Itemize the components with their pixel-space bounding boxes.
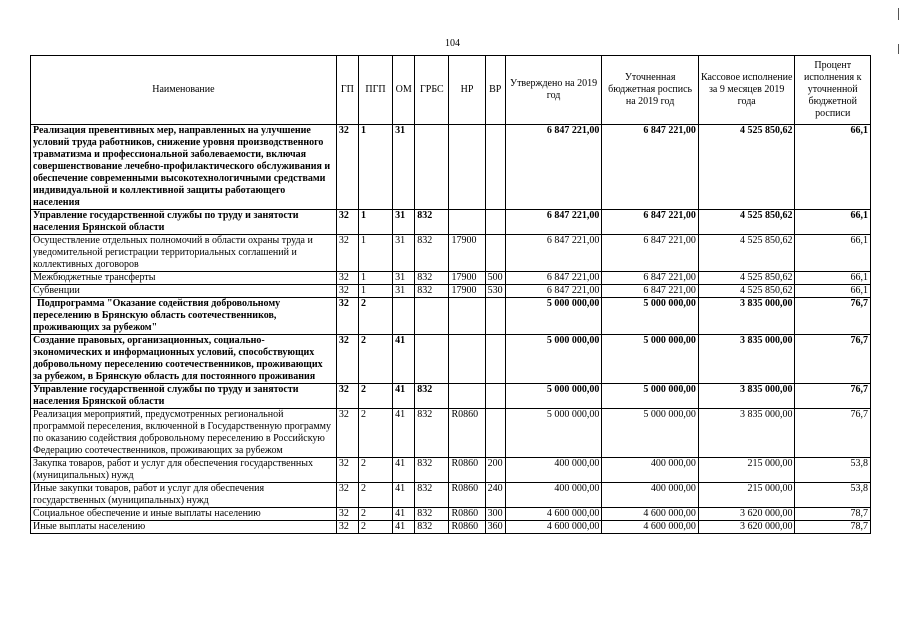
row-revised: 6 847 221,00 [602,235,699,272]
row-grbs: 832 [415,483,449,508]
row-percent: 66,1 [795,210,871,235]
row-name: Реализация превентивных мер, направленных на улучшение условий труда работников, снижение уровня производственного травматизма и профессиональной заболеваемости, включая совершенствование лечебно-профилактического обслуживания и обеспечение современными высокотехнологичными средствами индивидуальной и коллективной защиты работающего населения [31,125,337,210]
row-revised: 6 847 221,00 [602,272,699,285]
row-cash: 4 525 850,62 [698,285,795,298]
row-np [449,298,485,335]
row-vr: 530 [485,285,505,298]
row-approved: 6 847 221,00 [505,235,602,272]
row-grbs: 832 [415,508,449,521]
row-np: R0860 [449,458,485,483]
row-name: Реализация мероприятий, предусмотренных региональной программой переселения, включенной в Государственную программу по оказанию содействия добровольному переселению в Российскую Федерацию соотечественников, проживающих за рубежом [31,409,337,458]
row-np: R0860 [449,483,485,508]
row-cash: 3 620 000,00 [698,508,795,521]
row-gp: 32 [336,409,358,458]
budget-table [30,55,871,534]
row-cash: 3 835 000,00 [698,335,795,384]
row-vr [485,125,505,210]
row-np: R0860 [449,521,485,534]
table-row [31,125,871,210]
row-percent: 78,7 [795,508,871,521]
row-vr: 360 [485,521,505,534]
row-cash: 3 835 000,00 [698,298,795,335]
row-np: 17900 [449,235,485,272]
scan-edge-mark [898,8,899,20]
header-pgp: ПГП [358,56,392,125]
row-pgp: 2 [358,458,392,483]
row-revised: 5 000 000,00 [602,409,699,458]
row-name: Закупка товаров, работ и услуг для обеспечения государственных (муниципальных) нужд [31,458,337,483]
row-name: Подпрограмма "Оказание содействия добровольному переселению в Брянскую область соотечественников, проживающих за рубежом" [31,298,337,335]
row-gp: 32 [336,521,358,534]
row-approved: 6 847 221,00 [505,125,602,210]
row-revised: 4 600 000,00 [602,521,699,534]
row-np: R0860 [449,508,485,521]
row-np: 17900 [449,285,485,298]
row-pgp: 1 [358,272,392,285]
row-grbs: 832 [415,272,449,285]
row-cash: 4 525 850,62 [698,125,795,210]
row-np [449,210,485,235]
row-np [449,384,485,409]
table-row [31,521,871,534]
row-vr [485,235,505,272]
row-om: 41 [393,521,415,534]
row-vr [485,384,505,409]
row-pgp: 1 [358,210,392,235]
row-vr [485,298,505,335]
row-name: Иные выплаты населению [31,521,337,534]
table-row [31,298,871,335]
row-percent: 53,8 [795,483,871,508]
row-cash: 4 525 850,62 [698,272,795,285]
row-approved: 5 000 000,00 [505,335,602,384]
header-grbs: ГРБС [415,56,449,125]
header-np: НР [449,56,485,125]
row-cash: 3 835 000,00 [698,409,795,458]
row-cash: 4 525 850,62 [698,235,795,272]
row-revised: 5 000 000,00 [602,298,699,335]
page-number: 104 [445,38,460,49]
row-gp: 32 [336,335,358,384]
row-grbs: 832 [415,384,449,409]
table-row [31,335,871,384]
row-pgp: 2 [358,298,392,335]
row-revised: 5 000 000,00 [602,335,699,384]
header-name: Наименование [31,56,337,125]
row-approved: 5 000 000,00 [505,409,602,458]
row-approved: 400 000,00 [505,483,602,508]
row-cash: 215 000,00 [698,483,795,508]
row-np: R0860 [449,409,485,458]
row-revised: 6 847 221,00 [602,125,699,210]
table-row [31,458,871,483]
table-header [31,56,871,125]
row-np [449,335,485,384]
row-name: Управление государственной службы по труду и занятости населения Брянской области [31,210,337,235]
row-pgp: 2 [358,521,392,534]
row-om [393,298,415,335]
table-row [31,272,871,285]
row-gp: 32 [336,272,358,285]
row-revised: 400 000,00 [602,458,699,483]
row-om: 41 [393,483,415,508]
row-gp: 32 [336,458,358,483]
header-percent: Процент исполнения к уточненной бюджетной росписи [795,56,871,125]
row-om: 31 [393,210,415,235]
row-vr [485,335,505,384]
row-percent: 78,7 [795,521,871,534]
row-approved: 6 847 221,00 [505,272,602,285]
header-revised: Уточненная бюджетная роспись на 2019 год [602,56,699,125]
row-grbs [415,298,449,335]
row-om: 41 [393,384,415,409]
row-revised: 4 600 000,00 [602,508,699,521]
row-revised: 5 000 000,00 [602,384,699,409]
row-name: Создание правовых, организационных, социально-экономических и информационных условий, способствующих добровольному переселению соотечественников, проживающих за рубежом, в Брянскую область для постоянного проживания [31,335,337,384]
row-gp: 32 [336,235,358,272]
row-om: 41 [393,508,415,521]
row-np: 17900 [449,272,485,285]
row-grbs: 832 [415,285,449,298]
row-percent: 66,1 [795,125,871,210]
row-vr: 200 [485,458,505,483]
header-approved: Утверждено на 2019 год [505,56,602,125]
row-percent: 53,8 [795,458,871,483]
row-vr: 500 [485,272,505,285]
table-row [31,384,871,409]
row-pgp: 2 [358,508,392,521]
scan-edge-mark [898,44,899,54]
row-revised: 400 000,00 [602,483,699,508]
header-vr: ВР [485,56,505,125]
row-om: 41 [393,409,415,458]
row-percent: 66,1 [795,285,871,298]
row-pgp: 1 [358,235,392,272]
row-gp: 32 [336,125,358,210]
row-om: 41 [393,458,415,483]
row-percent: 76,7 [795,335,871,384]
row-percent: 76,7 [795,298,871,335]
row-pgp: 2 [358,409,392,458]
row-name: Субвенции [31,285,337,298]
table-row [31,235,871,272]
row-pgp: 2 [358,384,392,409]
row-grbs: 832 [415,235,449,272]
row-cash: 3 835 000,00 [698,384,795,409]
row-percent: 66,1 [795,235,871,272]
row-om: 31 [393,235,415,272]
row-grbs: 832 [415,210,449,235]
row-grbs: 832 [415,458,449,483]
row-grbs [415,125,449,210]
row-gp: 32 [336,384,358,409]
row-gp: 32 [336,298,358,335]
row-vr [485,409,505,458]
row-om: 41 [393,335,415,384]
header-cash: Кассовое исполнение за 9 месяцев 2019 года [698,56,795,125]
row-vr [485,210,505,235]
table-row [31,285,871,298]
row-cash: 215 000,00 [698,458,795,483]
row-approved: 5 000 000,00 [505,384,602,409]
row-om: 31 [393,272,415,285]
table-row [31,483,871,508]
row-approved: 4 600 000,00 [505,508,602,521]
row-name: Социальное обеспечение и иные выплаты населению [31,508,337,521]
row-vr: 300 [485,508,505,521]
table-row [31,508,871,521]
row-vr: 240 [485,483,505,508]
row-name: Управление государственной службы по труду и занятости населения Брянской области [31,384,337,409]
row-gp: 32 [336,210,358,235]
row-name: Межбюджетные трансферты [31,272,337,285]
row-name: Осуществление отдельных полномочий в области охраны труда и уведомительной регистрации территориальных соглашений и коллективных договоров [31,235,337,272]
row-percent: 76,7 [795,409,871,458]
header-om: ОМ [393,56,415,125]
row-om: 31 [393,125,415,210]
row-percent: 76,7 [795,384,871,409]
row-approved: 400 000,00 [505,458,602,483]
row-grbs [415,335,449,384]
row-pgp: 2 [358,483,392,508]
row-gp: 32 [336,285,358,298]
row-approved: 5 000 000,00 [505,298,602,335]
row-approved: 6 847 221,00 [505,285,602,298]
row-revised: 6 847 221,00 [602,210,699,235]
row-gp: 32 [336,483,358,508]
row-percent: 66,1 [795,272,871,285]
row-grbs: 832 [415,409,449,458]
row-approved: 6 847 221,00 [505,210,602,235]
row-pgp: 1 [358,125,392,210]
header-gp: ГП [336,56,358,125]
row-grbs: 832 [415,521,449,534]
row-approved: 4 600 000,00 [505,521,602,534]
row-om: 31 [393,285,415,298]
row-cash: 3 620 000,00 [698,521,795,534]
table-row [31,210,871,235]
table-row [31,409,871,458]
row-name: Иные закупки товаров, работ и услуг для обеспечения государственных (муниципальных) нужд [31,483,337,508]
row-gp: 32 [336,508,358,521]
row-cash: 4 525 850,62 [698,210,795,235]
row-pgp: 1 [358,285,392,298]
row-revised: 6 847 221,00 [602,285,699,298]
row-np [449,125,485,210]
row-pgp: 2 [358,335,392,384]
